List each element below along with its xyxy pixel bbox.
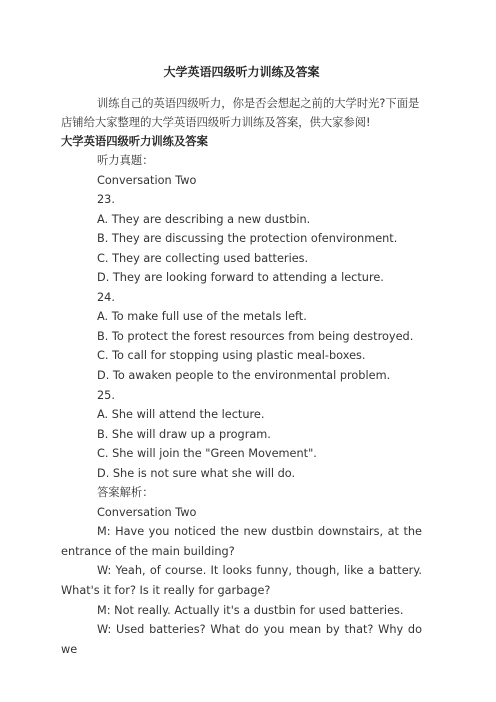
question-number: 25. [97, 388, 115, 402]
dialogue-paragraph: W: Used batteries? What do you mean by that? Why do we [61, 623, 422, 656]
answer-option: A. To make full use of the metals left. [97, 310, 307, 324]
intro-paragraph: 训练自己的英语四级听力，你是否会想起之前的大学时光?下面是店铺给大家整理的大学英语四级听力训练及答案，供大家参阅! [61, 97, 420, 129]
answer-option: B. They are discussing the protection ofenvironment. [97, 232, 398, 246]
dialogue-paragraph: W: Yeah, of course. It looks funny, though, like a battery. What's it for? Is it really for garbage? [61, 564, 422, 598]
answer-option: D. She is not sure what she will do. [97, 466, 296, 480]
answer-option: D. They are looking forward to attending a lecture. [97, 271, 384, 285]
answer-option: B. To protect the forest resources from being destroyed. [97, 329, 414, 343]
text-line: Conversation Two [97, 173, 197, 187]
question-number: 23. [97, 193, 115, 207]
answer-option: C. To call for stopping using plastic meal-boxes. [97, 349, 366, 363]
answer-option: B. She will draw up a program. [97, 427, 271, 441]
section-heading: 大学英语四级听力训练及答案 [61, 135, 208, 148]
dialogue-paragraph: M: Have you noticed the new dustbin downstairs, at the entrance of the main building? [61, 525, 422, 558]
text-line: Conversation Two [97, 505, 197, 519]
dialogue-paragraph: M: Not really. Actually it's a dustbin for used batteries. [97, 603, 404, 617]
document-title: 大学英语四级听力训练及答案 [163, 65, 320, 79]
answer-option: C. She will join the "Green Movement". [97, 447, 317, 461]
text-line: 答案解析： [97, 486, 154, 500]
answer-option: A. They are describing a new dustbin. [97, 212, 311, 226]
answer-option: A. She will attend the lecture. [97, 408, 265, 422]
answer-option: D. To awaken people to the environmental problem. [97, 369, 391, 383]
question-number: 24. [97, 290, 115, 304]
answer-option: C. They are collecting used batteries. [97, 251, 309, 265]
text-line: 听力真题： [97, 154, 154, 167]
